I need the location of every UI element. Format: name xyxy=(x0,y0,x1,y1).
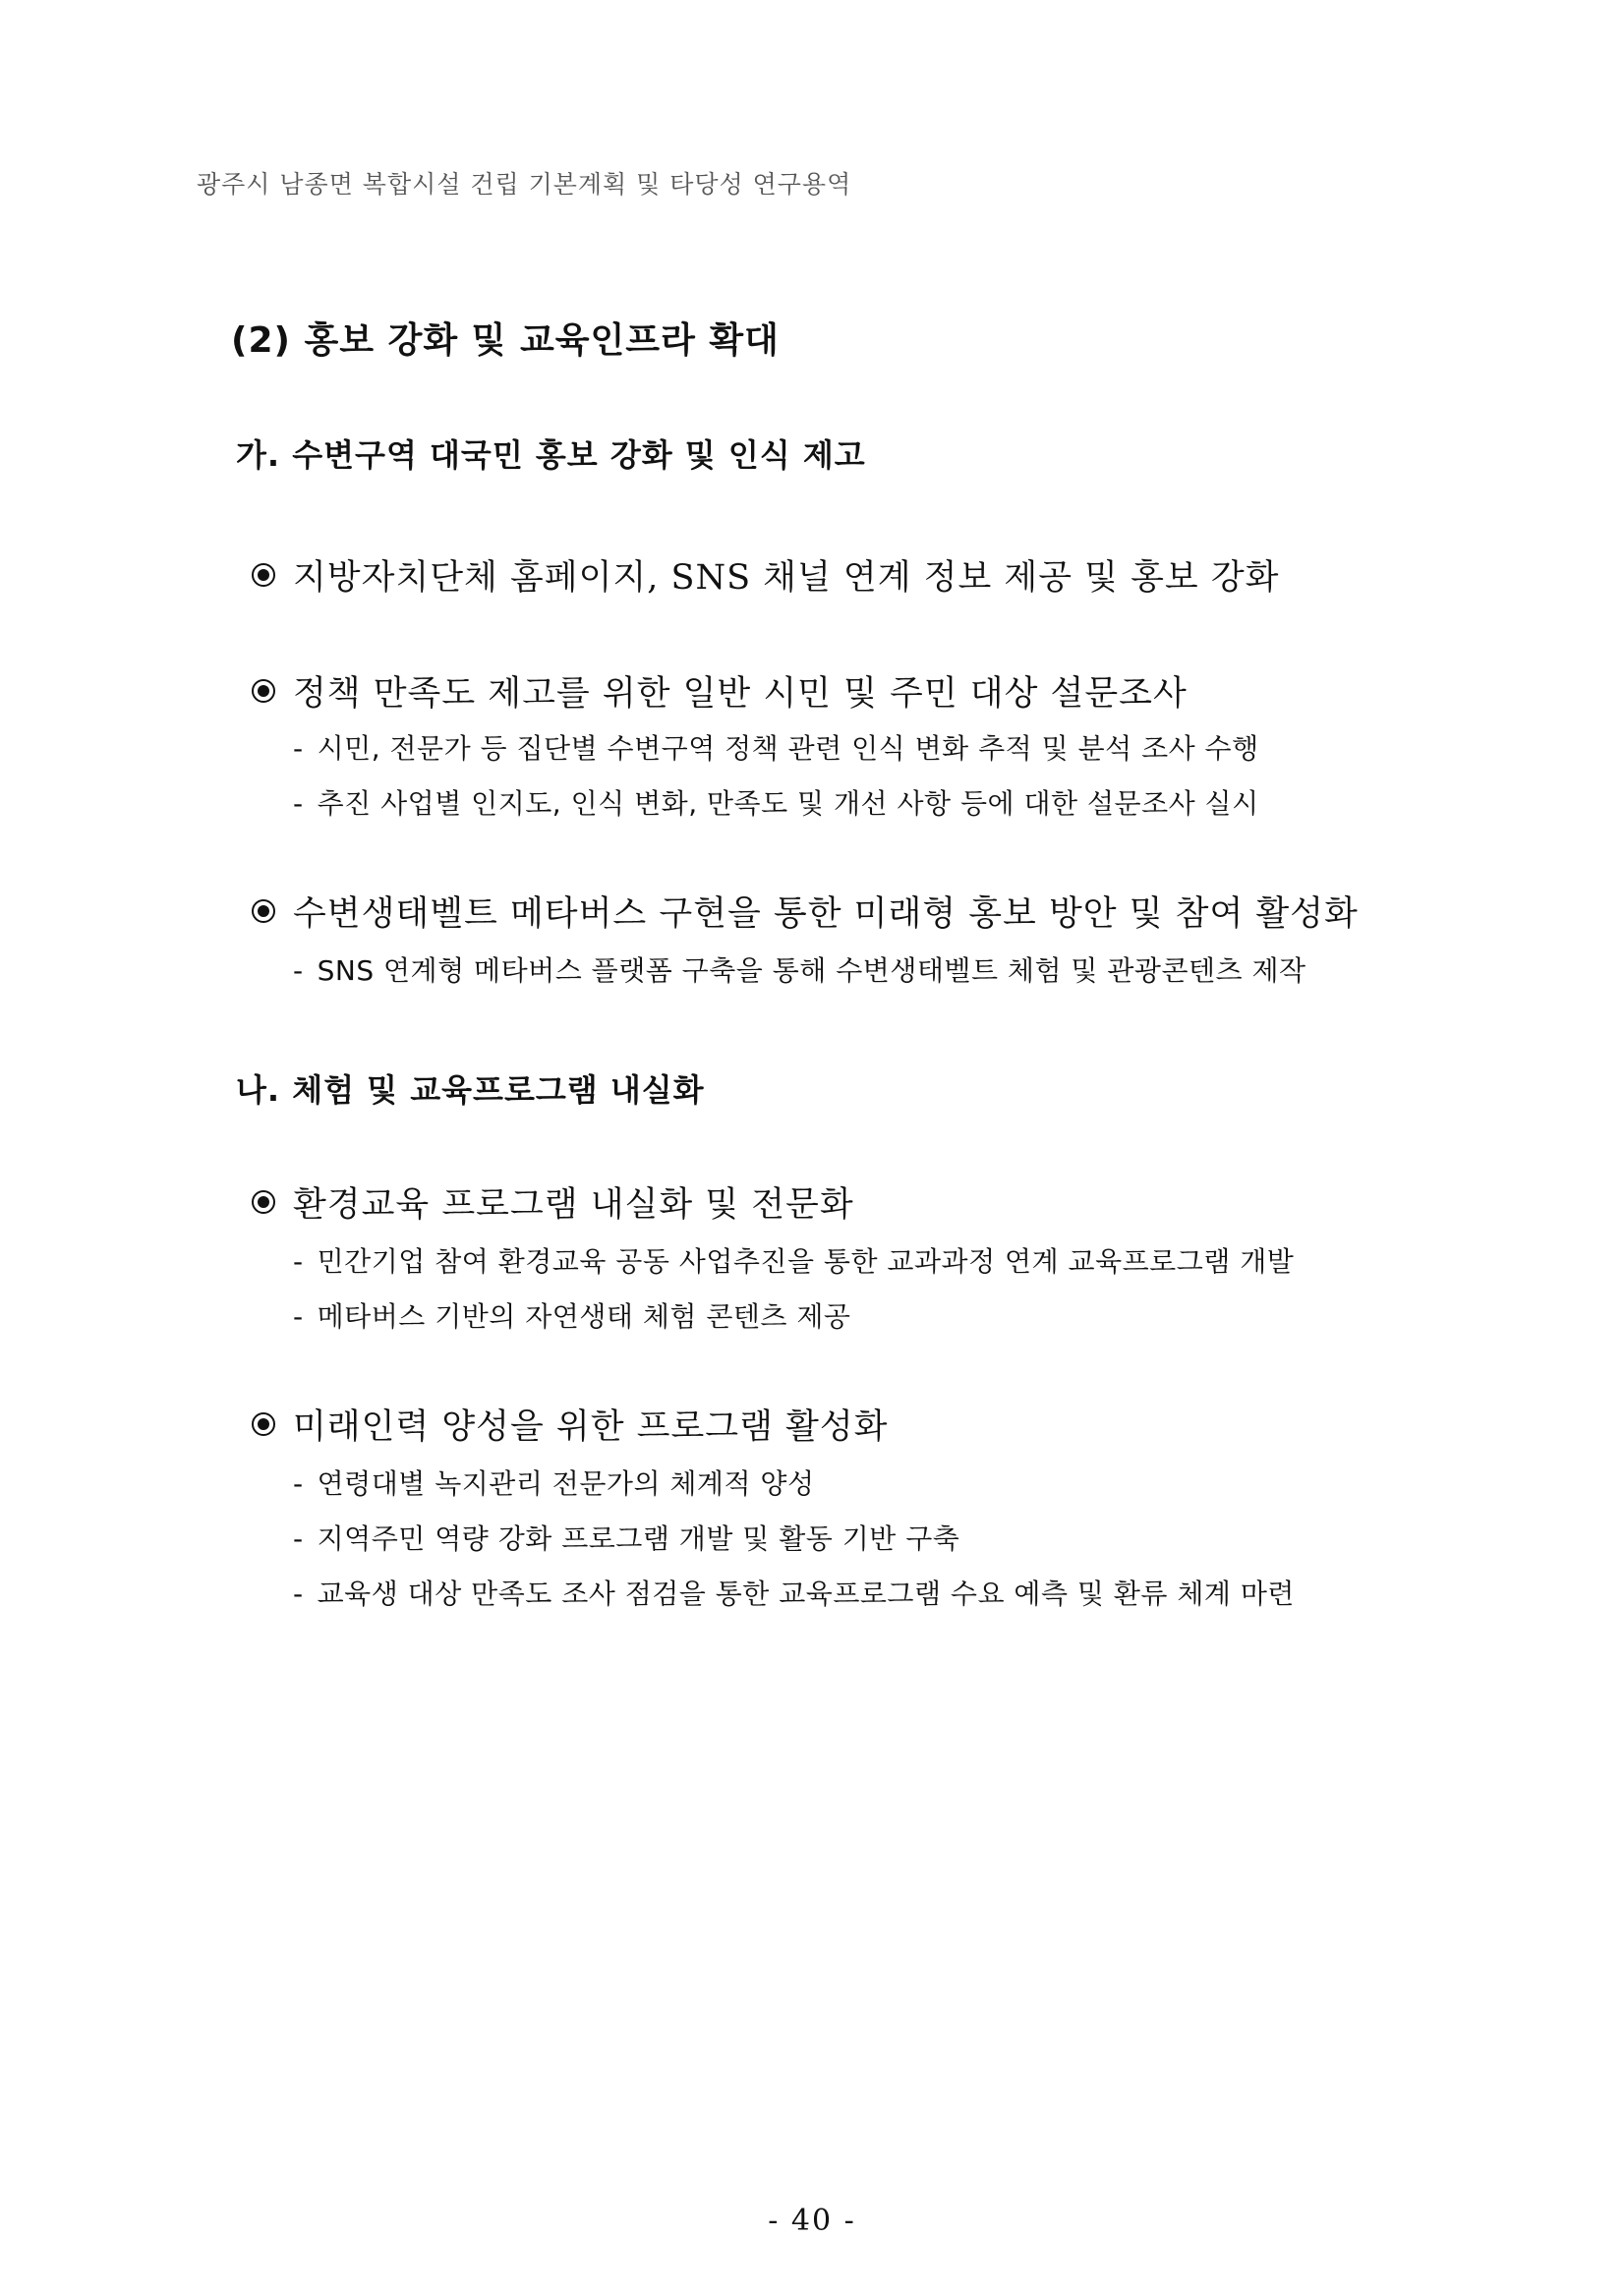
list-item-text: 추진 사업별 인지도, 인식 변화, 만족도 및 개선 사항 등에 대한 설문조사 실시 xyxy=(317,787,1259,820)
list-item xyxy=(293,727,1259,767)
list-item xyxy=(293,1295,850,1335)
section-title: (2) 홍보 강화 및 교육인프라 확대 xyxy=(231,320,780,361)
circle-bullet-icon xyxy=(252,679,275,703)
dash-marker: - xyxy=(293,787,304,820)
list-item-text: 교육생 대상 만족도 조사 점검을 통한 교육프로그램 수요 예측 및 환류 체계 마련 xyxy=(317,1578,1295,1610)
list-item-text: 메타버스 기반의 자연생태 체험 콘텐츠 제공 xyxy=(317,1300,851,1333)
dash-marker: - xyxy=(293,1522,304,1555)
list-item-text: SNS 연계형 메타버스 플랫폼 구축을 통해 수변생태벨트 체험 및 관광콘텐츠 제작 xyxy=(317,954,1306,987)
dash-marker: - xyxy=(293,1578,304,1610)
circle-bullet-icon xyxy=(252,1190,275,1214)
list-item xyxy=(293,1573,1295,1612)
subsection-a-title: 가. 수변구역 대국민 홍보 강화 및 인식 제고 xyxy=(236,436,866,474)
list-item xyxy=(293,1518,959,1557)
running-header: 광주시 남종면 복합시설 건립 기본계획 및 타당성 연구용역 xyxy=(197,170,852,199)
list-item-text: 시민, 전문가 등 집단별 수변구역 정책 관련 인식 변화 추적 및 분석 조사 수행 xyxy=(317,732,1259,765)
list-item xyxy=(293,782,1259,822)
subsection-b-title: 나. 체험 및 교육프로그램 내실화 xyxy=(236,1071,705,1109)
circle-bullet-icon xyxy=(252,1412,275,1436)
list-item-text: 연령대별 녹지관리 전문가의 체계적 양성 xyxy=(317,1467,815,1500)
bullet-text: 미래인력 양성을 위한 프로그램 활성화 xyxy=(293,1407,889,1447)
bullet-text: 지방자치단체 홈페이지, SNS 채널 연계 정보 제공 및 홍보 강화 xyxy=(293,558,1280,598)
bullet-item xyxy=(252,887,1359,936)
list-item xyxy=(293,1240,1294,1280)
bullet-text: 정책 만족도 제고를 위한 일반 시민 및 주민 대상 설문조사 xyxy=(293,674,1188,714)
list-item xyxy=(293,1463,815,1502)
list-item-text: 지역주민 역량 강화 프로그램 개발 및 활동 기반 구축 xyxy=(317,1522,960,1555)
page-number: - 40 - xyxy=(768,2204,856,2238)
bullet-text: 환경교육 프로그램 내실화 및 전문화 xyxy=(293,1185,854,1225)
dash-marker: - xyxy=(293,1467,304,1500)
bullet-item xyxy=(252,1400,888,1449)
list-item xyxy=(293,949,1306,989)
bullet-text: 수변생태벨트 메타버스 구현을 통한 미래형 홍보 방안 및 참여 활성화 xyxy=(293,894,1359,934)
dash-marker: - xyxy=(293,954,304,987)
bullet-item xyxy=(252,1177,854,1227)
bullet-item xyxy=(252,666,1188,716)
circle-bullet-icon xyxy=(252,899,275,923)
circle-bullet-icon xyxy=(252,563,275,587)
dash-marker: - xyxy=(293,732,304,765)
bullet-item xyxy=(252,550,1279,600)
dash-marker: - xyxy=(293,1245,304,1278)
dash-marker: - xyxy=(293,1300,304,1333)
list-item-text: 민간기업 참여 환경교육 공동 사업추진을 통한 교과과정 연계 교육프로그램 개발 xyxy=(317,1245,1295,1278)
